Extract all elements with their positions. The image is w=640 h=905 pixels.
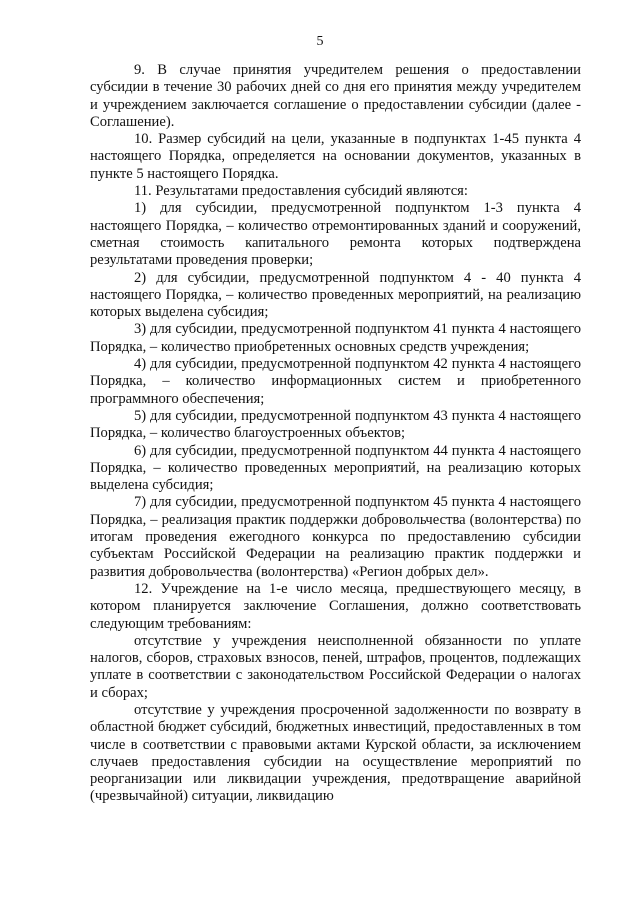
paragraph-11-item-1: 1) для субсидии, предусмотренной подпунктом 1-3 пункта 4 настоящего Порядка, – количество отремонтированных зданий и сооружений, сметная стоимость капитального ремонта которых подтверждена результатами проведения проверки; [90,200,581,269]
paragraph-12-requirement-taxes: отсутствие у учреждения неисполненной обязанности по уплате налогов, сборов, страховых взносов, пеней, штрафов, процентов, подлежащих уплате в соответствии с законодательством Российской Федерации о налогах и сборах; [90,632,581,701]
paragraph-11: 11. Результатами предоставления субсидий являются: [134,183,468,200]
document-body [90,62,581,806]
paragraph-10: 10. Размер субсидий на цели, указанные в подпунктах 1-45 пункта 4 настоящего Порядка, определяется на основании документов, указанных в пункте 5 настоящего Порядка. [90,131,581,182]
paragraph-11-item-4: 4) для субсидии, предусмотренной подпунктом 42 пункта 4 настоящего Порядка, – количество информационных систем и приобретенного программного обеспечения; [90,356,581,407]
paragraph-11-item-6: 6) для субсидии, предусмотренной подпунктом 44 пункта 4 настоящего Порядка, – количество проведенных мероприятий, на реализацию которых выделена субсидия; [90,442,581,494]
paragraph-12: 12. Учреждение на 1-е число месяца, предшествующего месяцу, в котором планируется заключение Соглашения, должно соответствовать следующим требованиям: [90,580,581,632]
page-number: 5 [316,34,324,49]
paragraph-11-item-5: 5) для субсидии, предусмотренной подпунктом 43 пункта 4 настоящего Порядка, – количество благоустроенных объектов; [90,407,581,442]
paragraph-11-item-2: 2) для субсидии, предусмотренной подпунктом 4 - 40 пункта 4 настоящего Порядка, – количество проведенных мероприятий, на реализацию которых выделена субсидия; [90,269,581,321]
paragraph-11-item-7: 7) для субсидии, предусмотренной подпунктом 45 пункта 4 настоящего Порядка, – реализация практик поддержки добровольчества (волонтерства) по итогам проведения ежегодного конкурса по предоставлению субсидии субъектам Российской Федерации на реализацию практик поддержки и развития добровольчества (волонтерства) «Регион добрых дел». [90,494,581,580]
paragraph-9: 9. В случае принятия учредителем решения о предоставлении субсидии в течение 30 рабочих дней со дня его принятия между учредителем и учреждением заключается соглашение о предоставлении субсидии (далее - Соглашение). [90,62,581,130]
paragraph-12-requirement-debt: отсутствие у учреждения просроченной задолженности по возврату в областной бюджет субсидий, бюджетных инвестиций, предоставленных в том числе в соответствии с правовыми актами Курской области, за исключением случаев предоставления субсидии на осуществление мероприятий по реорганизации или ликвидации учреждения, предотвращение аварийной (чрезвычайной) ситуации, ликвидацию [90,701,581,805]
paragraph-11-item-3: 3) для субсидии, предусмотренной подпунктом 41 пункта 4 настоящего Порядка, – количество приобретенных основных средств учреждения; [90,321,581,355]
